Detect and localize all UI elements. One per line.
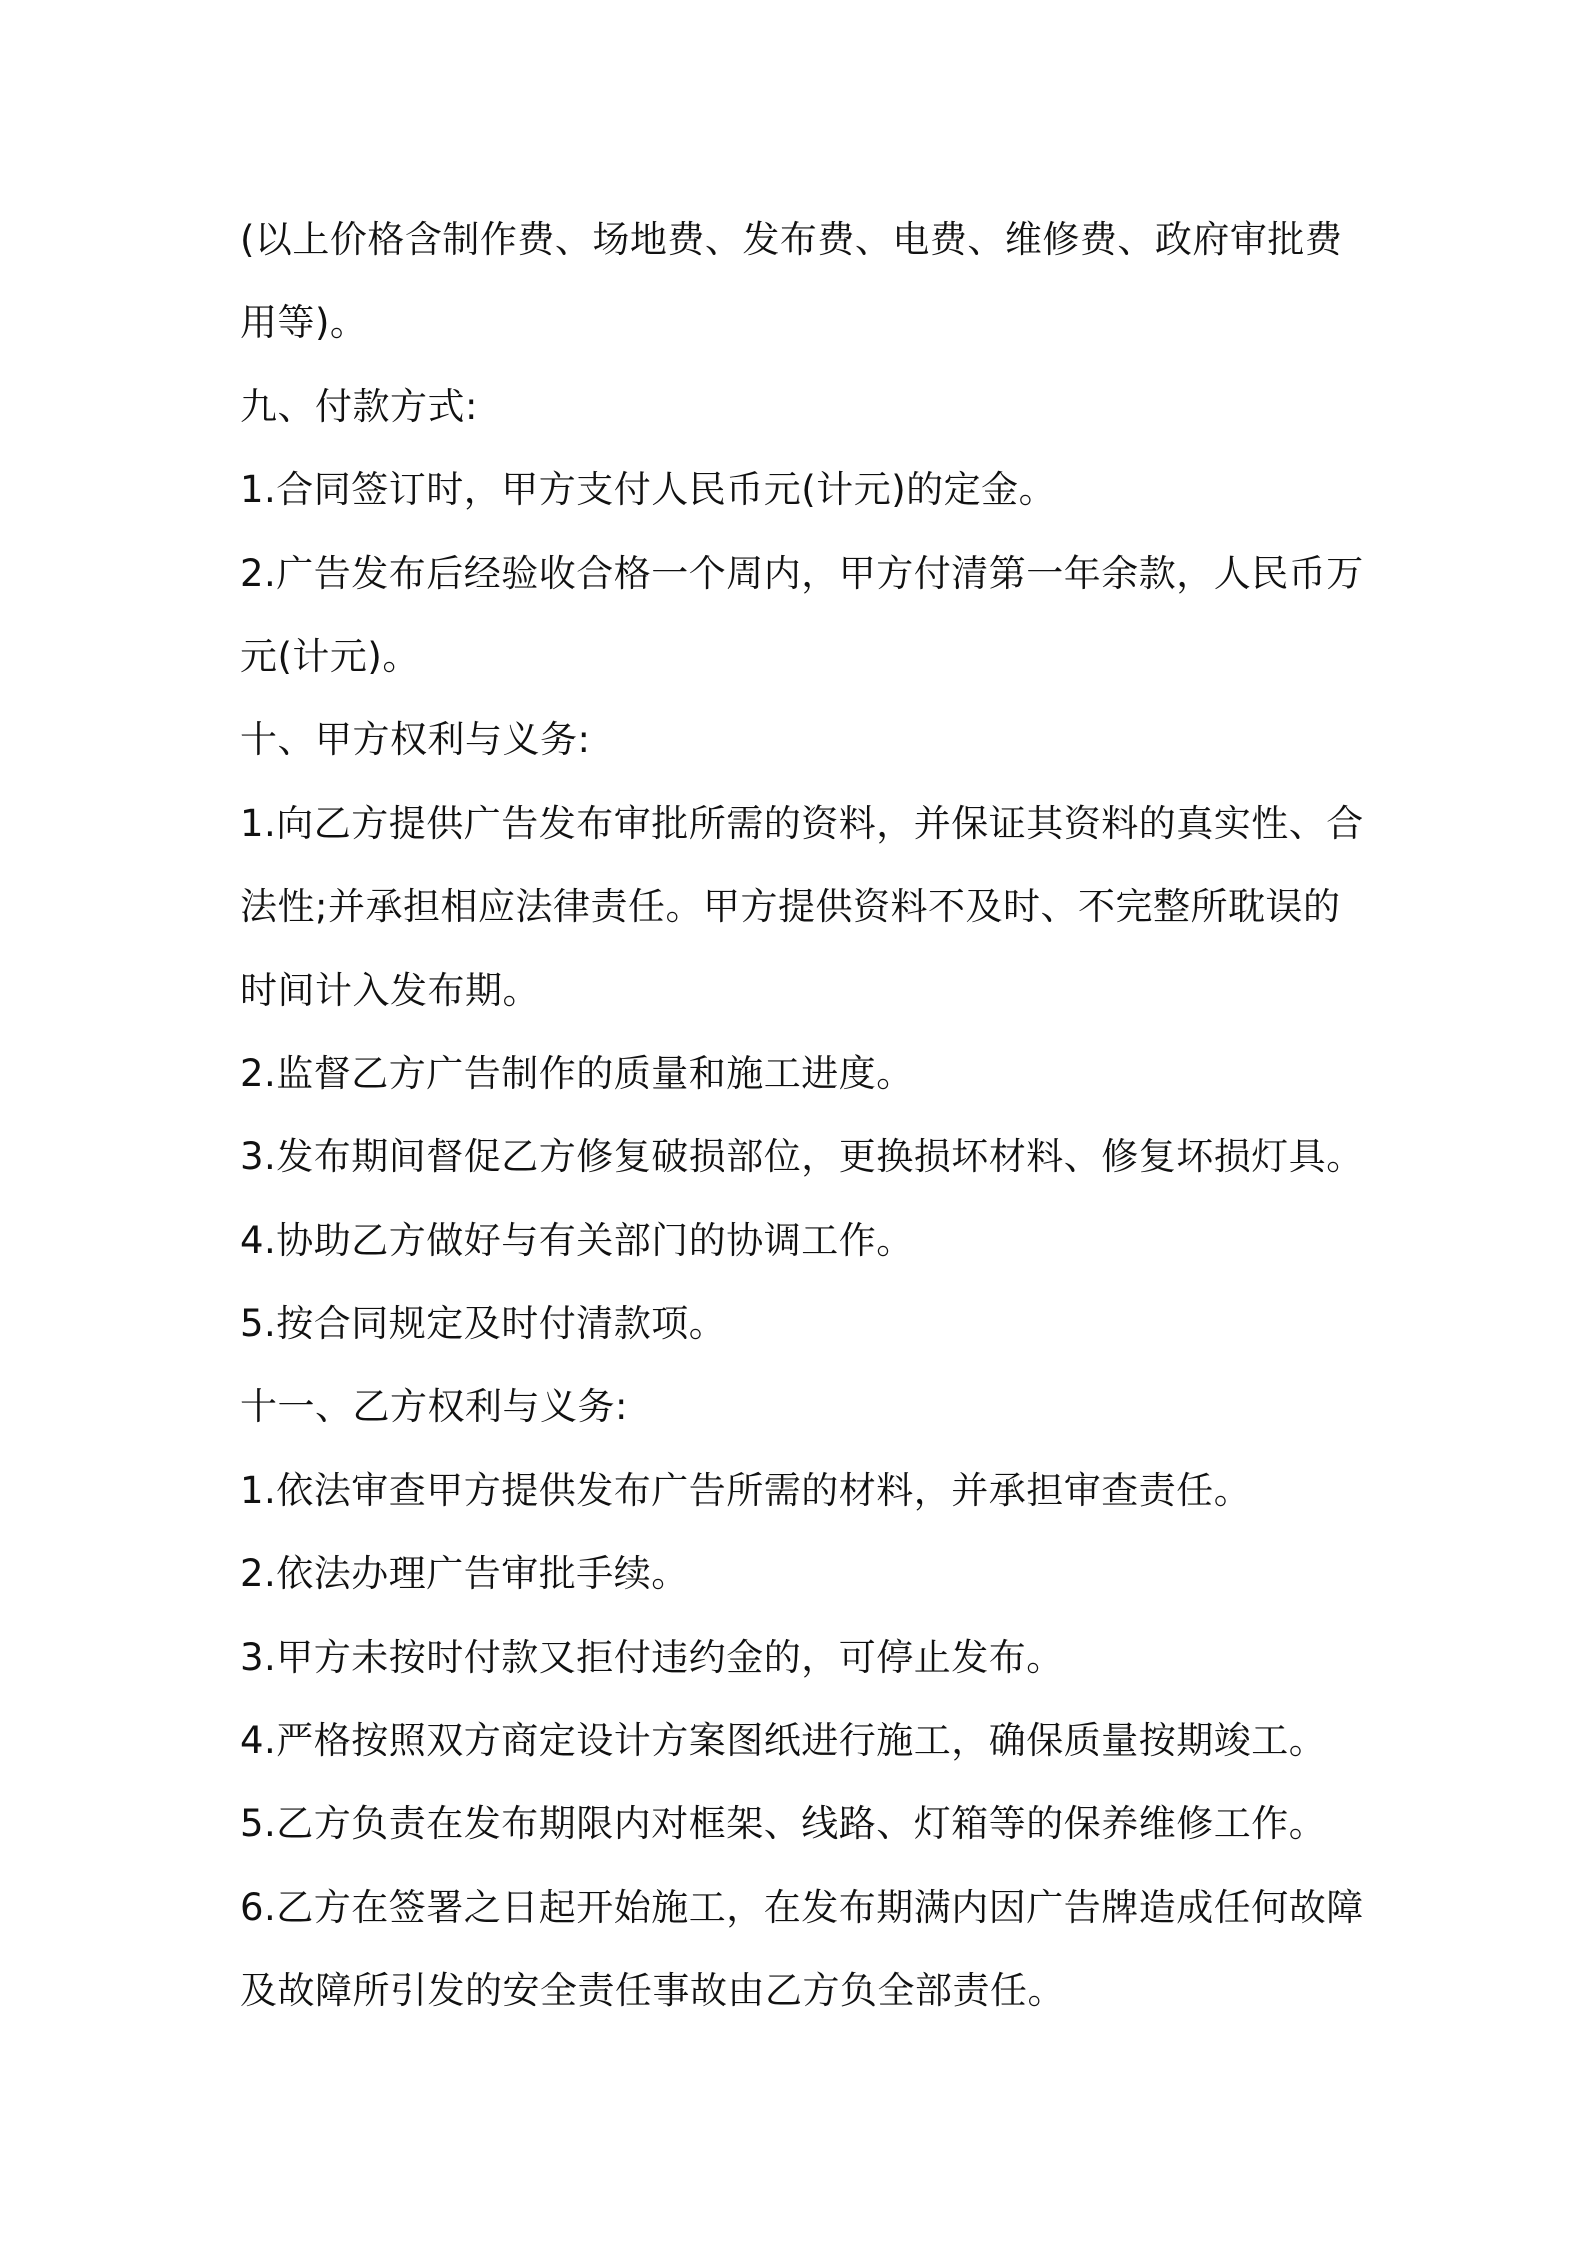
text-line: 1.合同签订时，甲方支付人民币元(计元)的定金。 (240, 468, 1057, 512)
section-heading: 十、甲方权利与义务: (240, 718, 591, 762)
text-line: 2.监督乙方广告制作的质量和施工进度。 (240, 1051, 914, 1095)
document-page (240, 198, 1364, 2033)
text-line: 1.向乙方提供广告发布审批所需的资料，并保证其资料的真实性、合 (240, 801, 1364, 845)
text-line: 4.协助乙方做好与有关部门的协调工作。 (240, 1218, 914, 1262)
text-line: 6.乙方在签署之日起开始施工，在发布期满内因广告牌造成任何故障 (240, 1885, 1364, 1929)
text-line: 4.严格按照双方商定设计方案图纸进行施工，确保质量按期竣工。 (240, 1719, 1327, 1763)
text-line: 用等)。 (240, 301, 368, 345)
section-heading: 九、付款方式: (240, 384, 478, 428)
section-heading: 十一、乙方权利与义务: (240, 1385, 628, 1429)
text-line: 元(计元)。 (240, 634, 420, 678)
text-line: 5.按合同规定及时付清款项。 (240, 1302, 727, 1346)
text-line: 3.甲方未按时付款又拒付违约金的，可停止发布。 (240, 1635, 1064, 1679)
text-line: 法性;并承担相应法律责任。甲方提供资料不及时、不完整所耽误的 (240, 885, 1341, 929)
text-line: 及故障所引发的安全责任事故由乙方负全部责任。 (240, 1969, 1065, 2013)
text-line: 5.乙方负责在发布期限内对框架、线路、灯箱等的保养维修工作。 (240, 1802, 1327, 1846)
text-line: 时间计入发布期。 (240, 968, 540, 1012)
text-line: 2.广告发布后经验收合格一个周内，甲方付清第一年余款，人民币万 (240, 551, 1364, 595)
text-line: (以上价格含制作费、场地费、发布费、电费、维修费、政府审批费 (240, 218, 1343, 261)
text-line: 1.依法审查甲方提供发布广告所需的材料，并承担审查责任。 (240, 1468, 1252, 1512)
text-line: 3.发布期间督促乙方修复破损部位，更换损坏材料、修复坏损灯具。 (240, 1135, 1364, 1179)
text-line: 2.依法办理广告审批手续。 (240, 1552, 689, 1596)
